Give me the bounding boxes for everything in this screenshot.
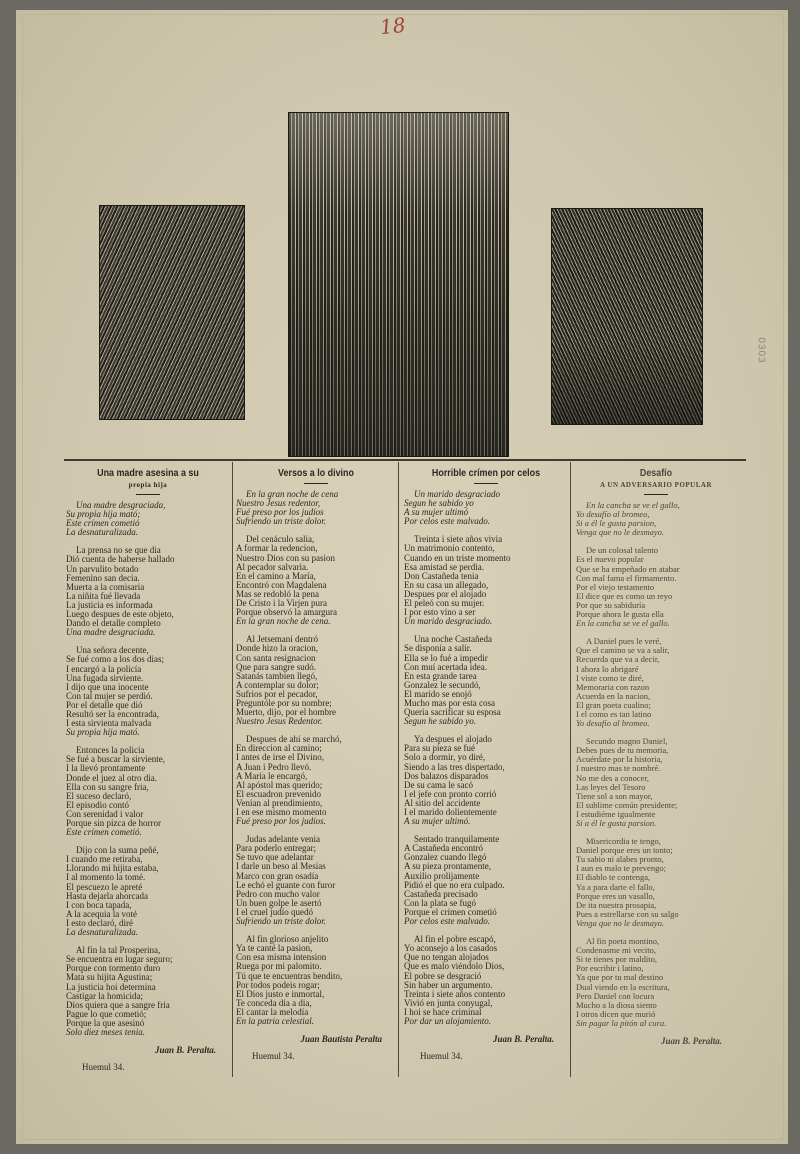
verse-line: Memoraria con razon [576,681,650,692]
verse-line: El pobre se desgració [404,970,482,981]
verse-line: Luego despues de este objeto, [66,609,174,620]
verse-line: Auxilio prolijamente [404,870,480,881]
verse-line: Por el viejo testamento [576,581,655,592]
verse-line: Sufriendo un triste dolor. [236,916,327,927]
verse-line: Pague lo que cometió; [66,1008,147,1019]
verse-line: Se encuentra en lugar seguro; [66,954,173,965]
verse-line: Treinta i siete años contento [404,988,506,999]
stanza [66,746,230,837]
verse-line: A Daniel pues le veré, [586,636,662,647]
stanza [404,490,568,526]
verse-line: I cuando me retiraba, [66,854,143,865]
verse-line: Que para sangre sudó. [236,661,316,672]
verse-line: Fué preso por los judíos [236,507,324,518]
verse-line: Que se ha empeñado en atabar [576,563,680,574]
verse-line: Venga que no le desmayo. [576,527,665,538]
verse-line: Pedro con mucho valor [236,888,320,899]
stanza [236,535,396,626]
verse-line: Despues por el alojado [404,588,487,599]
verse-line: No me des a conocer, [576,772,650,783]
verse-line: Este crímen cometió [66,518,140,529]
verse-line: Dos balazos disparados [404,770,489,781]
verse-line: Las leyes del Tesoro [576,781,646,792]
verse-line: Al sitio del accidente [404,797,481,808]
verse-line: A contemplar su dolor; [236,679,319,690]
verse-line: Sin pagar la pitón al cura. [576,1017,667,1028]
poem-subtitle: propia hija [128,481,168,489]
verse-line: La niñita fué llevada [66,590,141,601]
verse-line: El episodio contó [66,799,129,810]
verse-line: Le echó el guante con furor [236,879,336,890]
verse-line: Encontró con Magdalena [236,579,327,590]
poem-title: Horrible crímen por celos [431,467,541,479]
verse-line: Dió cuenta de haberse hallado [66,554,175,565]
verse-line: Un marido desgraciado [414,489,500,499]
stanza [576,837,736,928]
verse-line: Despues de ahí se marchó, [246,734,342,745]
verse-line: Su propia hija mató; [66,509,141,520]
verse-line: El cantar la melodía [236,1006,309,1017]
verse-line: Porque el crímen cometió [404,906,497,917]
verse-line: Al fin poeta montino, [586,936,660,947]
verse-line: Te conceda dia a dia, [236,997,312,1008]
printer-address: Huemul 34. [252,1051,295,1062]
engraving-left [99,205,245,420]
author-signature: Juan B. Peralta. [154,1045,216,1056]
verse-line: En la cancha se ve el gallo, [586,500,680,510]
verse-line: Un marido desgraciado. [404,616,493,627]
stanza [404,535,568,626]
verse-line: Para poderlo entregar; [236,843,316,854]
verse-line: Esa amistad se perdia. [404,561,484,572]
verse-line: Femenino san decia. [66,572,140,583]
verse-line: I nuestro mas te nombré. [576,763,661,774]
verse-line: Judas adelante venia [246,834,320,845]
verse-line: A su mujer ultimó [404,507,469,518]
verse-line: En la gran noche de cena. [236,616,331,627]
verse-line: Mata su hijita Agustina; [66,972,153,983]
verse-line: La desnaturalizada. [66,527,139,538]
verse-line: Mas se redobló la pena [236,588,319,599]
verse-line: Del cenáculo salia, [246,534,315,545]
verse-line: A la acequia la voté [66,908,137,919]
verse-line: Sin haber un argumento. [404,979,493,990]
verse-line: Yo desafío al bromeo. [576,718,650,729]
verse-line: Al fin la tal Prosperina, [76,945,161,956]
verse-line: La justicia es informada [66,599,153,610]
verse-line: Gonzalez cuando llegó [404,852,487,863]
stanza [576,637,736,728]
author-signature: Juan Bautista Peralta [300,1034,382,1045]
horizontal-rule [64,459,746,461]
verse-line: Sufriendo un triste dolor. [236,516,327,527]
verse-line: Al fin el pobre escapó, [414,934,496,945]
verse-line: La justicia hoi determina [66,981,156,992]
verse-line: Ya que por tu mal destino [576,972,664,983]
poem-column-4 [576,467,736,1046]
verse-line: Sentado tranquilamente [414,834,500,845]
verse-line: Ella se lo fué a impedir [404,652,488,663]
verse-line: En la gran noche de cena [246,489,339,499]
stanza [576,737,736,828]
verse-line: Treinta i siete años vivia [414,534,503,545]
verse-line: Que el camino se va a salir, [576,645,670,656]
verse-line: I hoi se hace criminal [404,1006,482,1017]
verse-line: Yo aconsejo a los casados [404,943,498,954]
verse-line: A Castañeda encontró [404,843,483,854]
verse-line: Un matrimonio contento, [404,543,495,554]
verse-line: Satanás tambien llegó, [236,670,318,681]
verse-line: Se fué a buscar la sirviente, [66,754,165,765]
verse-line: A Juan i Pedro llevó. [236,761,312,772]
poem-column-1 [66,467,230,1072]
verse-line: A María le encargó, [236,770,308,781]
stanza [404,835,568,926]
verse-line: Una madre desgraciada, [76,500,166,510]
verse-line: I el marido dolientemente [404,807,497,817]
verse-line: De Cristo i la Virjen pura [236,598,328,609]
verse-line: Por el detalle que dió [66,699,143,710]
verse-line: Yo desafío al bromeo, [576,509,650,520]
verse-line: Se fué como a los dos dias; [66,654,164,665]
verse-line: Gonzalez le secundó, [404,679,481,690]
column-divider [232,462,233,1077]
verse-line: Muerta a la comisaria [66,581,145,592]
verse-line: Por dar un alojamiento. [404,1015,491,1026]
column-divider [570,462,571,1077]
verse-line: I al momento la tomé. [66,872,146,883]
verse-line: Don Castañeda tenia [404,570,479,581]
verse-line: Por que su sabiduría [576,599,646,610]
verse-line: I el como es tan latino [576,708,652,719]
verse-line: Daniel porque eres un tonto; [576,845,673,856]
poem-column-2 [236,467,396,1061]
verse-line: Al pecador salvaria. [236,561,309,572]
verse-line: Llorando mi hijita estaba, [66,863,159,874]
verse-line: Se disponía a salir. [404,643,472,654]
verse-line: Castañeda precisado [404,888,478,899]
title-separator [136,494,160,495]
verse-line: Ya te canté la pasion, [236,943,313,954]
verse-line: I antes de irse el Divino, [236,752,324,763]
verse-line: Pues a estrellarse con su salgo [576,908,679,919]
verse-line: Pero Daniel con locura [576,990,655,1001]
verse-line: Pidió el que no era culpado. [404,879,505,890]
verse-line: Donde hizo la oracion, [236,643,318,654]
author-signature: Juan B. Peralta. [660,1035,722,1046]
verse-line: A su mujer ultimó. [404,816,471,827]
verse-line: Al fin glorioso anjelito [246,934,329,945]
verse-line: Debes pues de tu memoria, [576,745,669,756]
verse-line: I la llevó prontamente [66,763,146,774]
verse-line: Siendo a las tres dispertado, [404,761,505,772]
verse-line: I el jefe con pronto corrió [404,788,497,799]
verse-line: A su pieza prontamente, [404,861,491,872]
verse-line: Que no tengan alojados [404,952,489,963]
stanza [236,935,396,1026]
verse-line: Segun he sabido yo [404,498,474,509]
verse-line: Secundo magno Daniel, [586,736,668,747]
verse-line: Dual viendo en la escritura, [576,981,670,992]
verse-line: Misericordia te tengo, [586,836,661,847]
stanza [236,490,396,526]
verse-line: Para su pieza se fué [404,743,475,754]
verse-line: Se tuvo que adelantar [236,852,314,863]
verse-line: Porque eres un vasallo, [576,890,655,901]
verse-line: Donde el juez al otro dia. [66,772,157,783]
verse-line: Una noche Castañeda [414,634,492,645]
verse-line: Con la plata se fugó [404,897,476,908]
verse-line: El pescuezo le apreté [66,881,143,892]
title-separator [474,483,498,484]
verse-line: I encargó a la policía [66,663,142,674]
verse-line: Segun he sabido yo. [404,716,476,727]
verse-line: De su cama le sacó [404,779,473,790]
verse-line: Por escribir i latino, [576,963,644,974]
verse-line: I aun es malo te prevengo; [576,863,666,874]
verse-line: I esta sirvienta malvada [66,718,152,729]
stanza [576,937,736,1028]
poem-subtitle: A UN ADVERSARIO POPULAR [599,481,713,489]
verse-line: Su propia hija mató. [66,727,140,738]
poem-title: Desafío [639,467,673,479]
verse-line: Si te tienes por maldito, [576,954,657,965]
title-separator [304,483,328,484]
verse-line: Tú que te encuentras bendito, [236,970,343,981]
verse-line: Por todos podeis rogar; [236,979,320,990]
verse-line: Porque sin pizca de horror [66,818,161,828]
verse-line: Una fugada sirviente. [66,672,144,683]
verse-line: Acuérdate por la historia, [576,754,663,765]
verse-line: Con serenidad i valor [66,808,144,819]
poem-column-3 [404,467,568,1061]
verse-line: I otros dicen que murió [576,1008,656,1019]
verse-line: Muerto, dijo, por el hombre [236,707,336,718]
verse-line: Tiene sol a son mayor, [576,790,653,801]
verse-line: Con esa misma intension [236,952,327,963]
verse-line: En la cancha se ve el gallo. [576,618,670,629]
engraving-right [551,208,703,425]
verse-line: Una señora decente, [76,645,149,656]
verse-line: Tu sabio ni alabes pronto, [576,854,664,865]
verse-line: Un parvulito botado [66,563,139,574]
verse-line: Con tal mujer se perdió. [66,690,153,701]
verse-line: Ruega por mi palomito. [236,961,322,972]
verse-line: Al Jetsemaní dentró [246,634,318,645]
printer-address: Huemul 34. [420,1051,463,1062]
stanza [66,846,230,937]
stanza [66,646,230,737]
verse-line: Cuando en un triste momento [404,552,511,563]
verse-line: Con muí acertada idea. [404,661,487,672]
verse-line: En su casa un allegado, [404,579,489,590]
handwritten-page-number: 18 [378,12,407,40]
printer-address: Huemul 34. [82,1062,125,1073]
verse-line: Al apóstol mas querido; [236,779,323,790]
verse-line: Si a él le gusta parsion, [576,518,657,529]
verse-line: Ya despues el alojado [414,734,492,745]
poem-title: Una madre asesina a su [97,467,199,479]
verse-line: I darle un beso al Mesías [236,861,326,872]
verse-line: Ella con su sangre fria, [66,781,149,792]
column-divider [398,462,399,1077]
verse-line: Dando el detalle completo [66,618,161,629]
verse-line: El gran poeta cualino; [576,699,651,710]
stanza [576,501,736,537]
verse-line: En el camino a María, [236,570,316,581]
verse-line: El marido se enojó [404,688,472,699]
verse-line: Por celos este malvado. [404,516,490,527]
verse-line: Sufrios por el pecador, [236,688,318,699]
verse-line: De un colosal talento [586,545,658,556]
verse-line: Nuestro Dios con su pasion [236,552,335,563]
verse-line: Es el nuevo popular [576,554,644,565]
verse-line: Este crímen cometió. [66,827,142,838]
verse-line: El diablo te contenga, [576,872,651,883]
verse-line: Venga que no le desmayo. [576,917,665,928]
verse-line: Ya a para darte el fallo, [576,881,655,892]
verse-line: Que es malo viéndolo Dios, [404,961,505,972]
verse-line: El suceso declaró, [66,790,132,801]
stanza [404,635,568,726]
verse-line: Acuerda en la nacion, [576,690,651,701]
stanza [66,501,230,537]
verse-line: Mucho mas por esta cosa [404,697,495,708]
verse-line: Venian al prendimiento, [236,797,323,808]
verse-line: I el cruel judío quedó [236,906,313,917]
verse-line: Dijo con la suma peñé, [76,845,159,856]
verse-line: I dijo que una inocente [66,681,149,692]
verse-line: Castigar la homicida; [66,990,143,1001]
verse-line: I estudiéme igualmente [576,808,656,819]
stanza [404,735,568,826]
verse-line: De ita nuestra prosapia, [576,899,657,910]
verse-line: I con boca tapada, [66,899,132,910]
engraving-center [288,112,509,457]
archive-stamp: 0303 [755,337,767,364]
title-separator [644,494,668,495]
verse-line: A formar la redencion, [236,543,318,554]
verse-line: La desnaturalizada. [66,927,139,938]
verse-line: I esto declaró, diré [66,917,133,928]
verse-line: Vivió en junta conyugal, [404,997,493,1008]
verse-line: I por esto vino a ser [404,607,476,618]
verse-line: Nuestro Jesus Redentor. [236,716,323,727]
verse-line: Porque la que asesinó [66,1017,145,1028]
verse-line: Hasta dejarla ahorcada [66,890,148,901]
verse-line: Fué preso por los judíos. [236,816,326,827]
verse-line: Entonces la policía [76,745,145,756]
verse-line: Solo a dormir, yo diré, [404,752,486,763]
verse-line: Solo diez meses tenia. [66,1026,145,1037]
verse-line: I en ese mismo momento [236,807,327,817]
stanza [236,835,396,926]
verse-line: Porque observó la amargura [236,607,338,618]
stanza [66,946,230,1037]
verse-line: El sublime común presidente; [576,799,678,810]
verse-line: Con mal fama el firmamento. [576,572,677,583]
verse-line: En la patria celestial. [236,1015,314,1026]
verse-line: Queria sacrificar su esposa [404,707,501,718]
verse-line: El dice que es como un reyo [576,590,673,601]
verse-line: El peleó con su mujer. [404,598,485,609]
verse-line: Dios quiera que a sangre fria [66,999,170,1010]
verse-line: I viste como te diré, [576,672,644,683]
verse-line: Porque con tormento duro [66,963,161,974]
verse-line: Mucho a la diosa siento [576,999,657,1010]
verse-line: Un buen golpe le asertó [236,897,322,908]
verse-line: El escuadron prevenido [236,788,321,799]
verse-line: El Dios justo e inmortal, [236,988,325,999]
verse-line: Nuestro Jesus redentor, [236,498,321,509]
verse-line: Preguntóle por su nombre; [236,697,332,708]
verse-line: Con santa resignacion [236,652,316,663]
verse-line: En direccion al camino; [236,743,322,754]
stanza [236,635,396,726]
verse-line: Condenasme mi vecito, [576,945,657,956]
stanza [66,546,230,637]
stanza [236,735,396,826]
stanza [404,935,568,1026]
verse-line: La prensa no se que dia [76,545,161,556]
verse-line: Si a él le gusta parsion. [576,818,657,828]
verse-line: I ahora lo abrigaré [576,663,639,674]
verse-line: Una madre desgraciada. [66,627,156,638]
verse-line: Resultó ser la encontrada, [66,708,159,719]
stanza [576,546,736,628]
verse-line: Porque ahora le gusta ella [576,609,664,620]
verse-line: Por celos este malvado. [404,916,490,927]
verse-line: En esta grande tarea [404,670,477,681]
verse-line: Recuerda que va a decir, [576,654,660,665]
poem-title: Versos a lo divino [278,467,354,479]
author-signature: Juan B. Peralta. [492,1034,554,1045]
verse-line: Marco con gran osadía [236,870,319,881]
